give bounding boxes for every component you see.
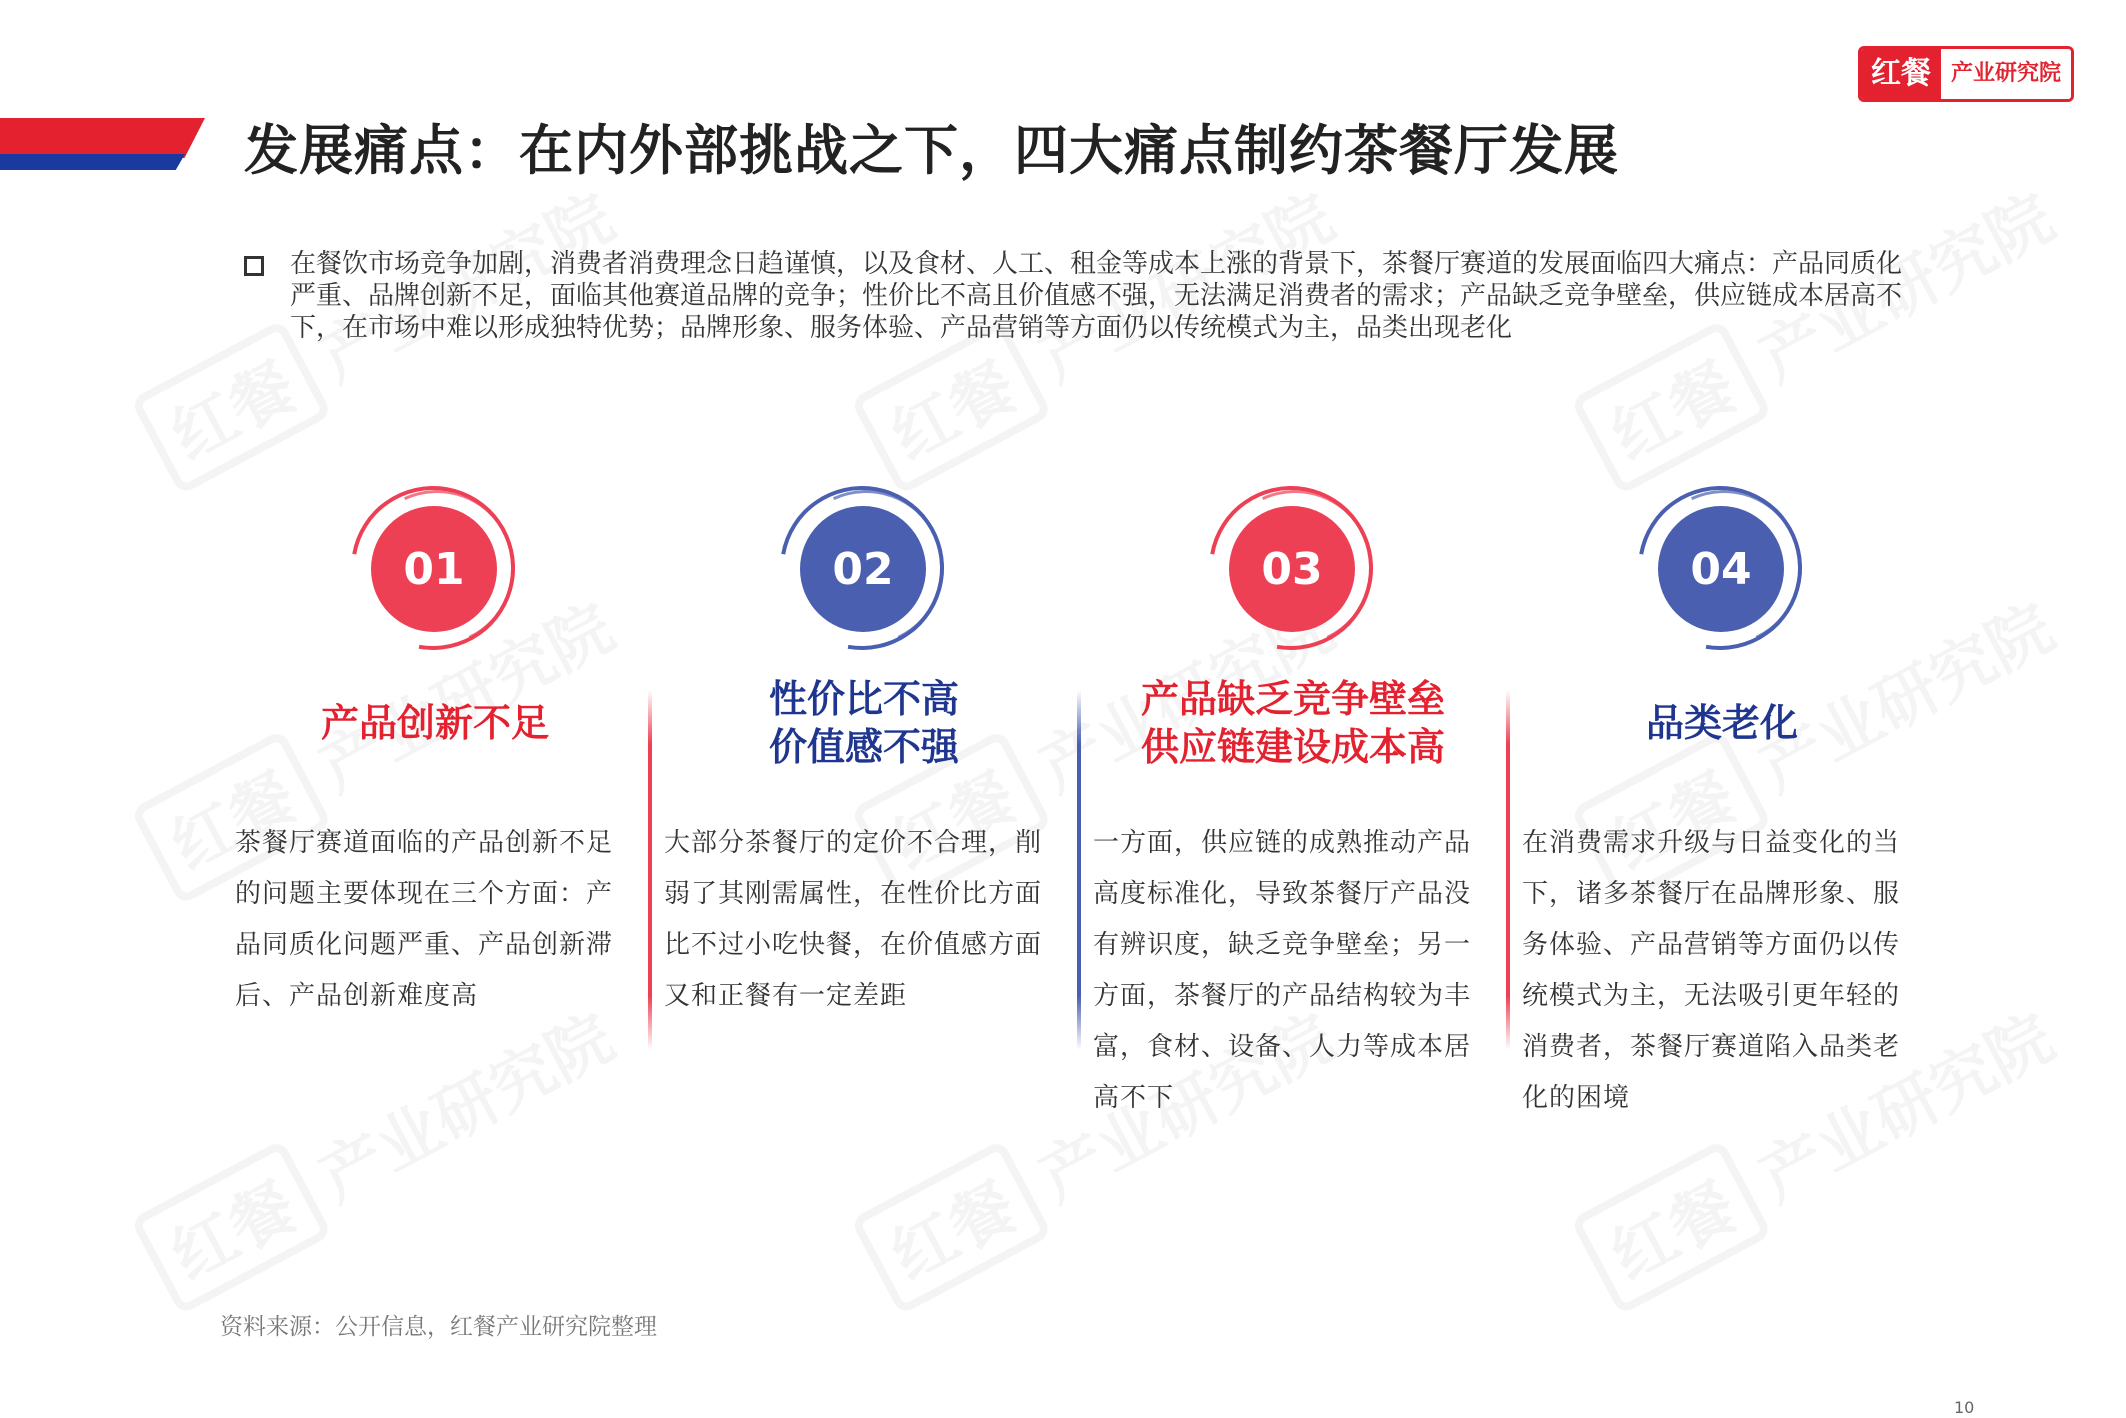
card-description: 在消费需求升级与日益变化的当下，诸多茶餐厅在品牌形象、服务体验、产品营销等方面仍以传统模式为主，无法吸引更年轻的消费者，茶餐厅赛道陷入品类老化的困境 xyxy=(1522,828,1901,1113)
card-heading: 性价比不高 价值感不强 xyxy=(768,677,959,769)
pain-point-card-3 xyxy=(1093,480,1493,1124)
source-note: 资料来源：公开信息，红餐产业研究院整理 xyxy=(220,1314,657,1340)
logo-name: 产业研究院 xyxy=(1941,49,2071,99)
card-description: 一方面，供应链的成熟推动产品高度标准化，导致茶餐厅产品没有辨识度，缺乏竞争壁垒；另一方面，茶餐厅的产品结构较为丰富，食材、设备、人力等成本居高不下 xyxy=(1093,828,1472,1113)
square-bullet-icon xyxy=(244,256,264,276)
badge-number: 01 xyxy=(371,506,497,632)
number-badge xyxy=(345,480,525,660)
page-number: 10 xyxy=(1954,1398,1975,1417)
pain-point-card-2 xyxy=(664,480,1064,1022)
card-heading: 品类老化 xyxy=(1645,701,1798,745)
card-heading: 产品缺乏竞争壁垒 供应链建设成本高 xyxy=(1140,677,1445,769)
intro-paragraph xyxy=(244,248,1924,344)
badge-number: 03 xyxy=(1229,506,1355,632)
number-badge xyxy=(1632,480,1812,660)
card-heading: 产品创新不足 xyxy=(320,701,549,745)
intro-text: 在餐饮市场竞争加剧，消费者消费理念日趋谨慎，以及食材、人工、租金等成本上涨的背景下，茶餐厅赛道的发展面临四大痛点：产品同质化严重、品牌创新不足，面临其他赛道品牌的竞争；性价比不高且价值感不强，无法满足消费者的需求；产品缺乏竞争壁垒，供应链成本居高不下，在市场中难以形成独特优势；品牌形象、服务体验、产品营销等方面仍以传统模式为主，品类出现老化 xyxy=(290,249,1903,343)
card-description: 茶餐厅赛道面临的产品创新不足的问题主要体现在三个方面：产品同质化问题严重、产品创新滞后、产品创新难度高 xyxy=(235,828,614,1011)
title-bar-red xyxy=(0,118,205,158)
page-title: 发展痛点：在内外部挑战之下，四大痛点制约茶餐厅发展 xyxy=(244,119,1619,182)
number-badge xyxy=(774,480,954,660)
logo-mark: 红餐 xyxy=(1861,49,1941,99)
pain-point-card-4 xyxy=(1522,480,1922,1124)
brand-logo xyxy=(1858,46,2074,102)
card-description: 大部分茶餐厅的定价不合理，削弱了其刚需属性，在性价比方面比不过小吃快餐，在价值感方面又和正餐有一定差距 xyxy=(664,828,1043,1011)
badge-number: 04 xyxy=(1658,506,1784,632)
column-divider xyxy=(1077,690,1081,1050)
column-divider xyxy=(1506,690,1510,1050)
pain-point-card-1 xyxy=(235,480,635,1022)
badge-number: 02 xyxy=(800,506,926,632)
number-badge xyxy=(1203,480,1383,660)
column-divider xyxy=(648,690,652,1050)
title-bar-blue xyxy=(0,154,185,170)
